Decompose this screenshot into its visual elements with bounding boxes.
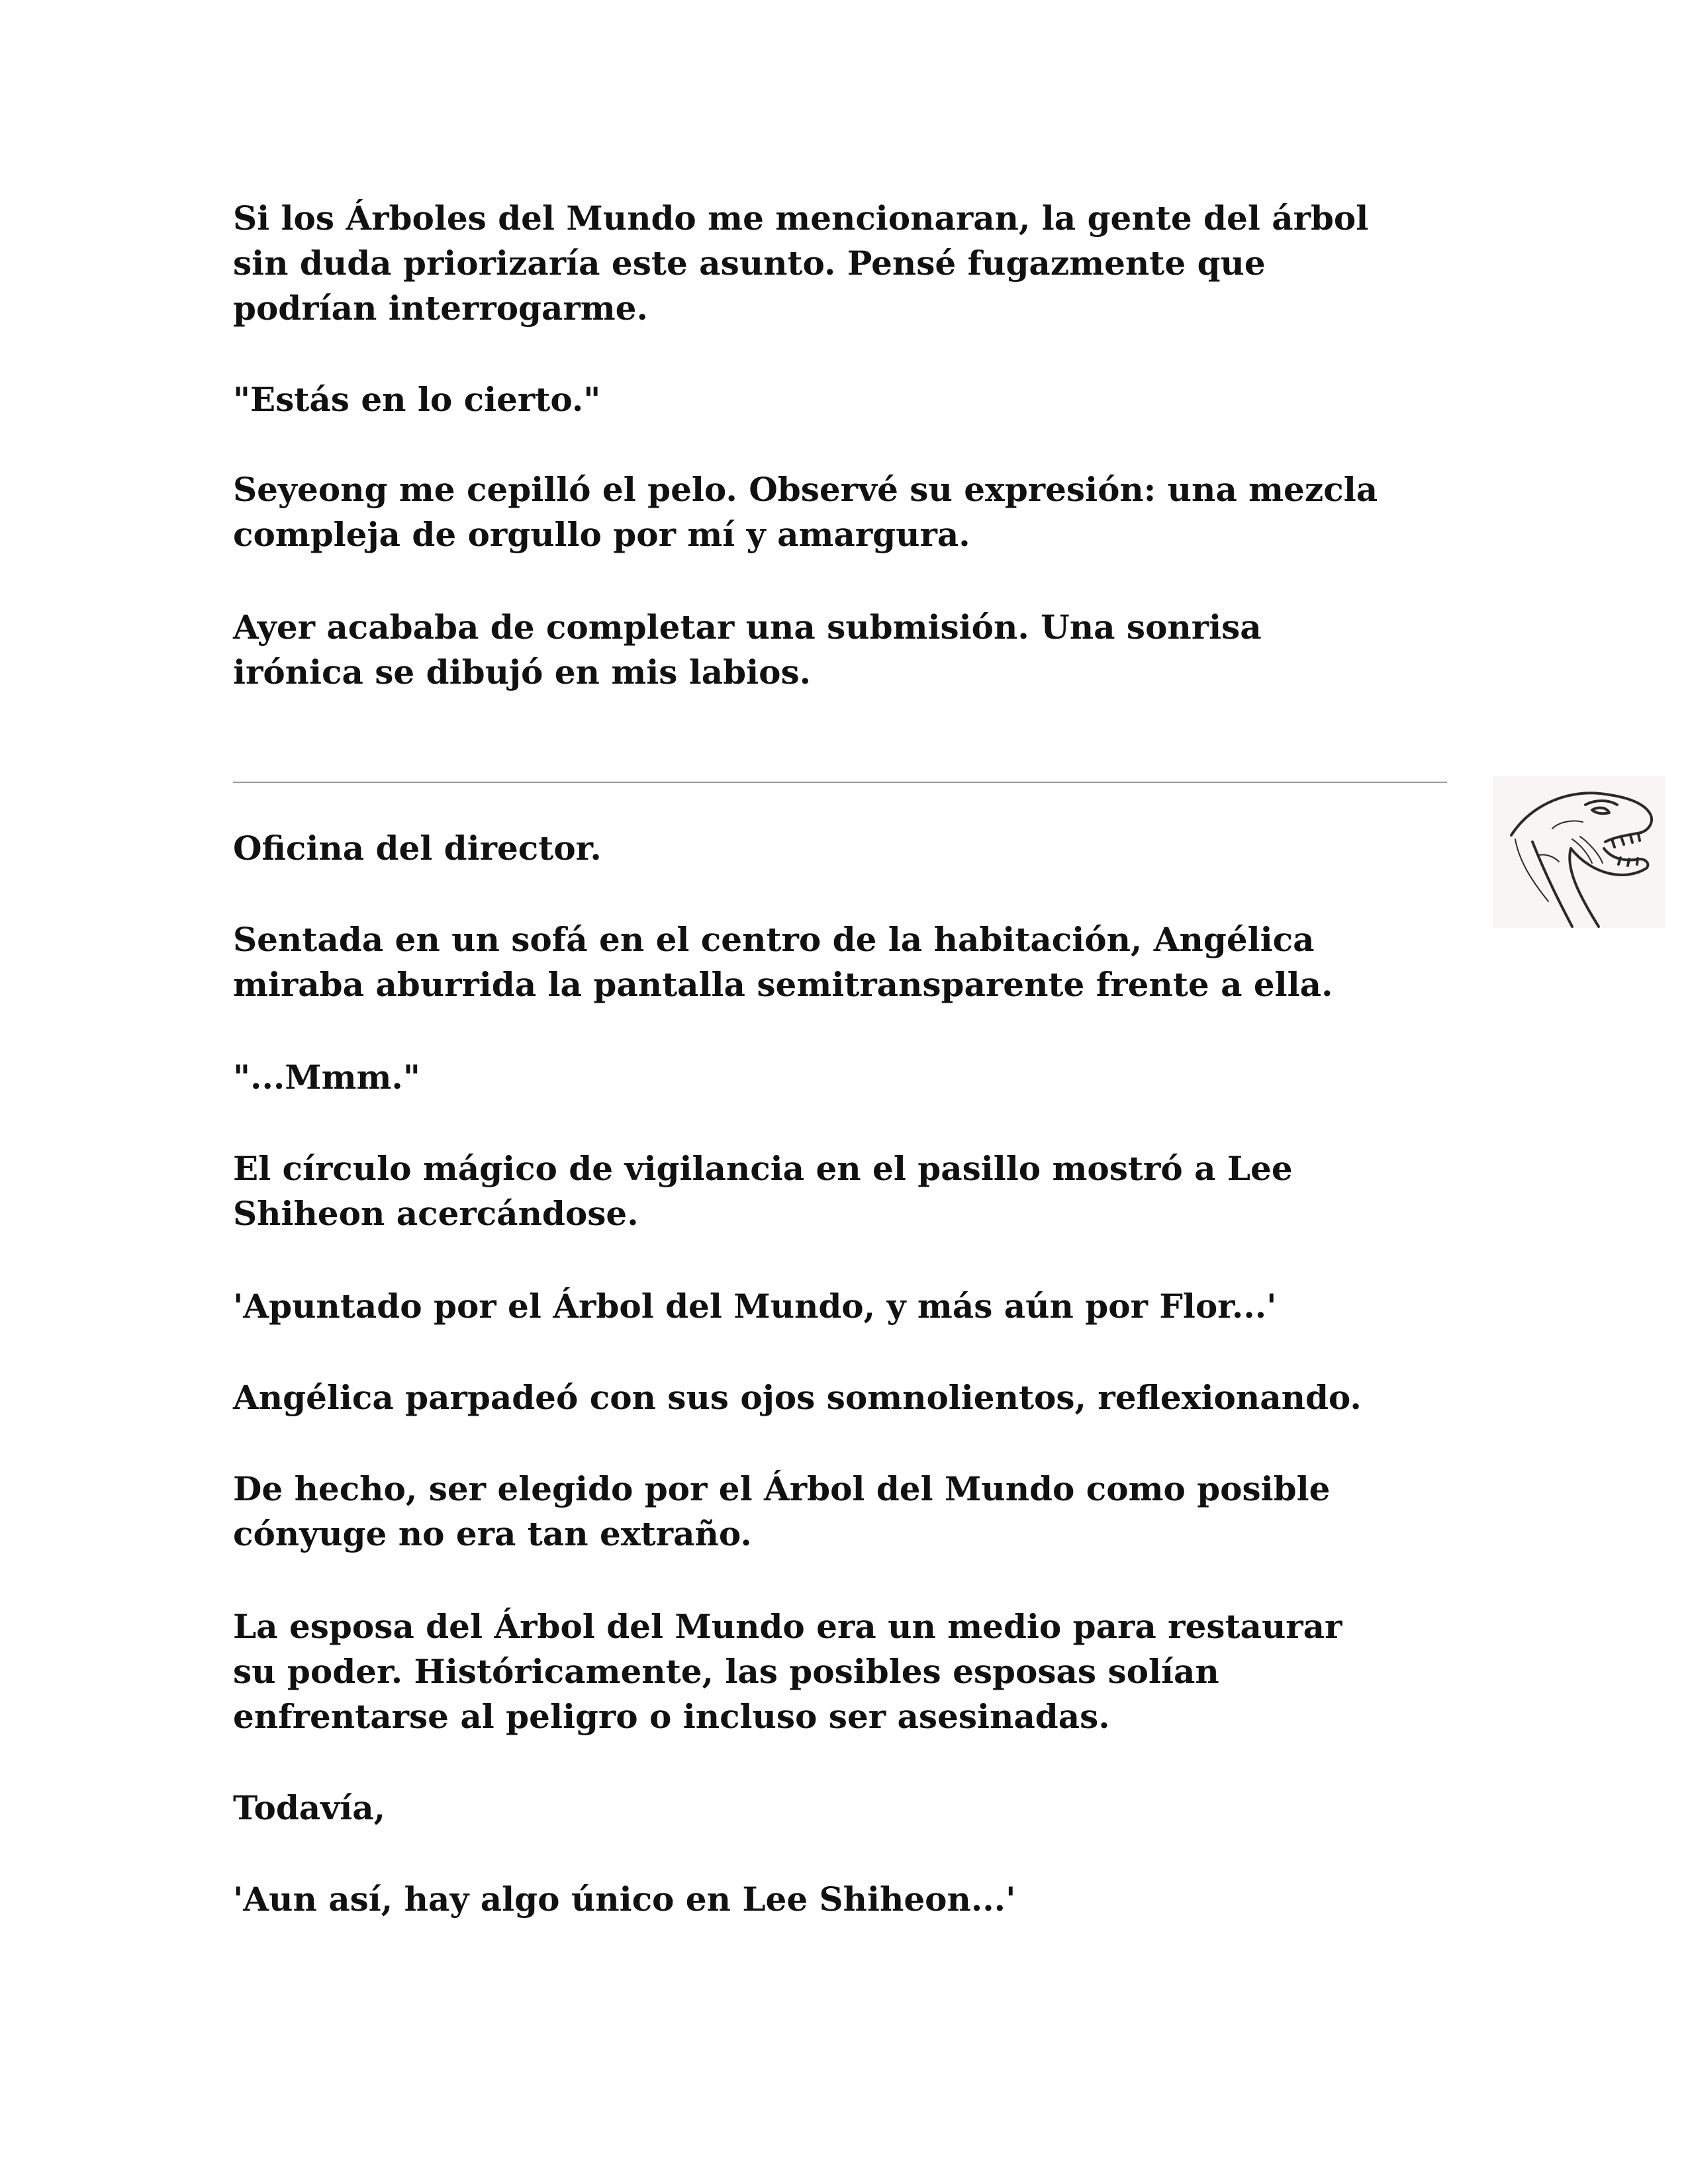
- paragraph: [233, 1786, 1458, 1831]
- paragraph: [233, 1604, 1458, 1739]
- paragraph: [233, 1284, 1458, 1329]
- text-line: Oficina del director.: [233, 829, 602, 868]
- text-line: sin duda priorizaría este asunto. Pensé fugazmente que: [233, 244, 1266, 283]
- section-heading: [233, 826, 1458, 871]
- paragraph: [233, 1375, 1458, 1420]
- text-line: El círculo mágico de vigilancia en el pasillo mostró a Lee: [233, 1149, 1293, 1188]
- paragraph: [233, 467, 1458, 557]
- text-line: su poder. Históricamente, las posibles esposas solían: [233, 1652, 1219, 1691]
- paragraph: [233, 196, 1458, 331]
- text-line: Sentada en un sofá en el centro de la habitación, Angélica: [233, 920, 1315, 959]
- text-line: compleja de orgullo por mí y amargura.: [233, 515, 970, 554]
- paragraph: [233, 377, 1458, 422]
- paragraph: [233, 1467, 1458, 1557]
- text-line: 'Aun así, hay algo único en Lee Shiheon...': [233, 1880, 1016, 1919]
- paragraph: [233, 1877, 1458, 1922]
- text-line: Si los Árboles del Mundo me mencionaran, la gente del árbol: [233, 199, 1369, 238]
- paragraph: [233, 917, 1458, 1007]
- text-line: enfrentarse al peligro o incluso ser asesinadas.: [233, 1697, 1110, 1736]
- section-divider: [233, 782, 1447, 783]
- text-line: podrían interrogarme.: [233, 289, 648, 328]
- text-line: 'Apuntado por el Árbol del Mundo, y más aún por Flor...': [233, 1287, 1277, 1326]
- text-line: Angélica parpadeó con sus ojos somnolientos, reflexionando.: [233, 1378, 1362, 1417]
- text-line: "Estás en lo cierto.": [233, 380, 601, 419]
- paragraph: [233, 1146, 1458, 1236]
- text-line: cónyuge no era tan extraño.: [233, 1514, 752, 1553]
- paragraph: [233, 1055, 1458, 1100]
- dinosaur-head-sketch-icon: [1493, 776, 1665, 928]
- text-line: "...Mmm.": [233, 1058, 420, 1097]
- text-line: De hecho, ser elegido por el Árbol del Mundo como posible: [233, 1469, 1331, 1508]
- text-line: La esposa del Árbol del Mundo era un medio para restaurar: [233, 1607, 1342, 1646]
- text-line: irónica se dibujó en mis labios.: [233, 653, 812, 692]
- text-line: Ayer acababa de completar una submisión. Una sonrisa: [233, 608, 1262, 647]
- text-line: Shiheon acercándose.: [233, 1194, 639, 1233]
- text-line: Todavía,: [233, 1788, 386, 1827]
- text-line: miraba aburrida la pantalla semitransparente frente a ella.: [233, 965, 1333, 1004]
- text-line: Seyeong me cepilló el pelo. Observé su expresión: una mezcla: [233, 470, 1378, 509]
- paragraph: [233, 605, 1458, 695]
